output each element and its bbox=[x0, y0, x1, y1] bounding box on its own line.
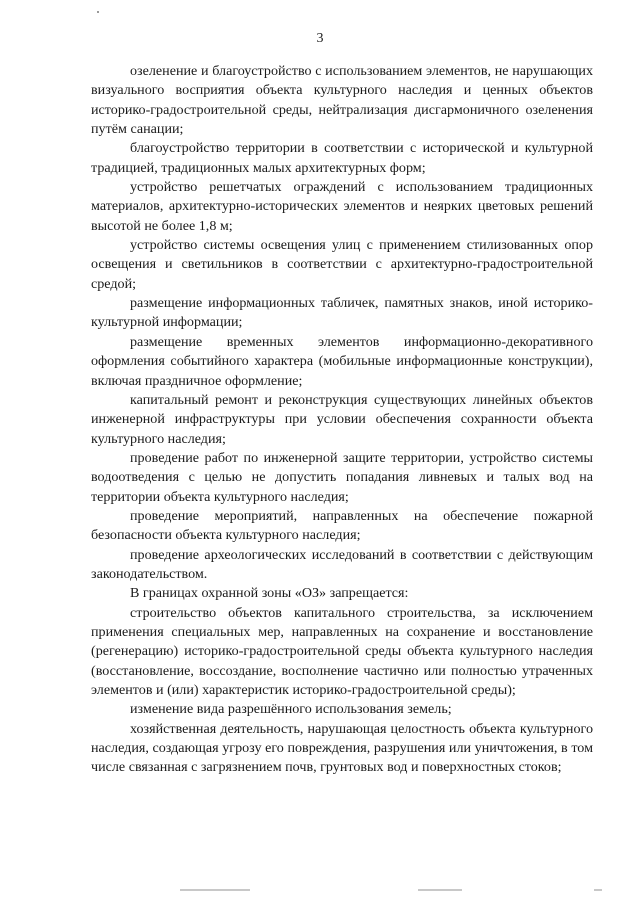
paragraph-infrastructure-repair: капитальный ремонт и реконструкция существующих линейных объектов инженерной инфраструктуры при условии обеспечения сохранности объекта культурного наследия; bbox=[91, 391, 593, 447]
scan-smudge bbox=[594, 889, 602, 891]
paragraph-land-use-change: изменение вида разрешённого использования земель; bbox=[130, 701, 452, 718]
page-number: 3 bbox=[316, 31, 324, 46]
paragraph-engineering-protection: проведение работ по инженерной защите территории, устройство системы водоотведения с целью не допустить попадания ливневых и талых вод на территории объекта культурного наследия; bbox=[91, 449, 593, 505]
scan-speck bbox=[97, 11, 99, 13]
paragraph-territory-improvement: благоустройство территории в соответствии с исторической и культурной традицией, традиционных малых архитектурных форм; bbox=[91, 140, 593, 176]
paragraph-fire-safety: проведение мероприятий, направленных на обеспечение пожарной безопасности объекта культурного наследия; bbox=[91, 507, 593, 544]
paragraph-temporary-decor: размещение временных элементов информационно-декоративного оформления событийного характера (мобильные информационные конструкции), включая праздничное оформление; bbox=[91, 333, 593, 389]
scan-smudge bbox=[418, 889, 462, 891]
paragraph-oz-prohibitions-heading: В границах охранной зоны «ОЗ» запрещается: bbox=[130, 585, 409, 602]
paragraph-info-plaques: размещение информационных табличек, памятных знаков, иной историко-культурной информации; bbox=[91, 295, 593, 331]
paragraph-economic-activity: хозяйственная деятельность, нарушающая целостность объекта культурного наследия, создающая угрозу его повреждения, разрушения или уничтожения, в том числе связанная с загрязнением почв, грунтовых вод и поверхностных стоков; bbox=[91, 720, 593, 776]
paragraph-street-lighting: устройство системы освещения улиц с применением стилизованных опор освещения и светильников в соответствии с архитектурно-градостроительной средой; bbox=[91, 237, 593, 292]
scan-smudge bbox=[180, 889, 250, 891]
paragraph-landscaping: озеленение и благоустройство с использованием элементов, не нарушающих визуального восприятия объекта культурного наследия и ценных объектов историко-градостроительной среды, нейтрализация дисгармоничного озеленения путём санации; bbox=[91, 63, 593, 138]
paragraph-construction-ban: строительство объектов капитального строительства, за исключением применения специальных мер, направленных на сохранение и восстановление (регенерацию) историко-градостроительной среды объекта культурного наследия (восстановление, воссоздание, восполнение частично или полностью утраченных элементов и (или) характеристик историко-градостроительной среды); bbox=[91, 604, 593, 698]
document-body bbox=[91, 62, 593, 778]
paragraph-lattice-fences: устройство решетчатых ограждений с использованием традиционных материалов, архитектурно-исторических элементов и неярких цветовых решений высотой не более 1,8 м; bbox=[91, 179, 593, 234]
paragraph-archaeology: проведение археологических исследований в соответствии с действующим законодательством. bbox=[91, 546, 593, 582]
